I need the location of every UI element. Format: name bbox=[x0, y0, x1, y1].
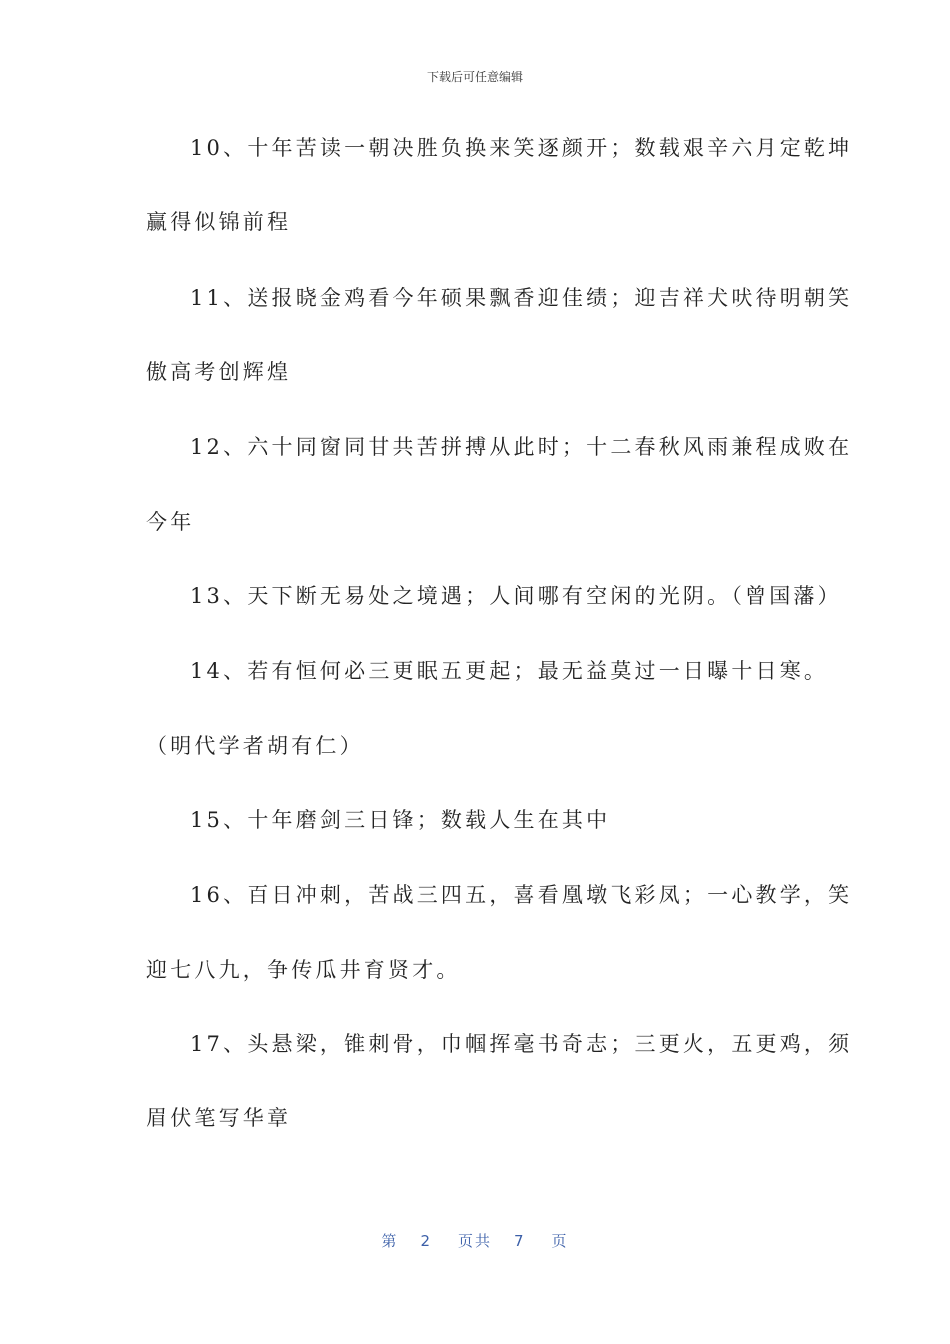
footer-total-pages: 7 bbox=[514, 1232, 526, 1250]
paragraph-line: 16、百日冲刺，苦战三四五，喜看凰墩飞彩凤；一心教学，笑 bbox=[190, 883, 853, 907]
paragraph-line: （明代学者胡有仁） bbox=[146, 734, 364, 758]
paragraph-line: 11、送报晓金鸡看今年硕果飘香迎佳绩；迎吉祥犬吠待明朝笑 bbox=[190, 286, 853, 310]
paragraph-line: 15、十年磨剑三日锋；数载人生在其中 bbox=[190, 808, 611, 832]
paragraph-line: 13、天下断无易处之境遇；人间哪有空闲的光阴。（曾国藩） bbox=[190, 584, 842, 608]
paragraph-line: 14、若有恒何必三更眠五更起；最无益莫过一日曝十日寒。 bbox=[190, 659, 829, 683]
paragraph-line: 12、六十同窗同甘共苦拼搏从此时；十二春秋风雨兼程成败在 bbox=[190, 435, 853, 459]
paragraph-line: 17、头悬梁，锥刺骨，巾帼挥毫书奇志；三更火，五更鸡，须 bbox=[190, 1032, 853, 1056]
paragraph-line: 傲高考创辉煌 bbox=[146, 360, 292, 384]
paragraph-line: 10、十年苦读一朝决胜负换来笑逐颜开；数载艰辛六月定乾坤 bbox=[190, 136, 853, 160]
footer-suffix: 页 bbox=[551, 1232, 569, 1250]
page-footer bbox=[0, 1230, 950, 1251]
footer-page-number: 2 bbox=[420, 1232, 432, 1250]
paragraph-line: 今年 bbox=[146, 510, 195, 534]
paragraph-line: 眉伏笔写华章 bbox=[146, 1106, 292, 1130]
footer-middle: 页共 bbox=[457, 1232, 492, 1250]
header-note: 下载后可任意编辑 bbox=[426, 70, 523, 84]
paragraph-line: 迎七八九，争传瓜井育贤才。 bbox=[146, 958, 461, 982]
paragraph-line: 赢得似锦前程 bbox=[146, 210, 292, 234]
footer-prefix: 第 bbox=[381, 1232, 399, 1250]
